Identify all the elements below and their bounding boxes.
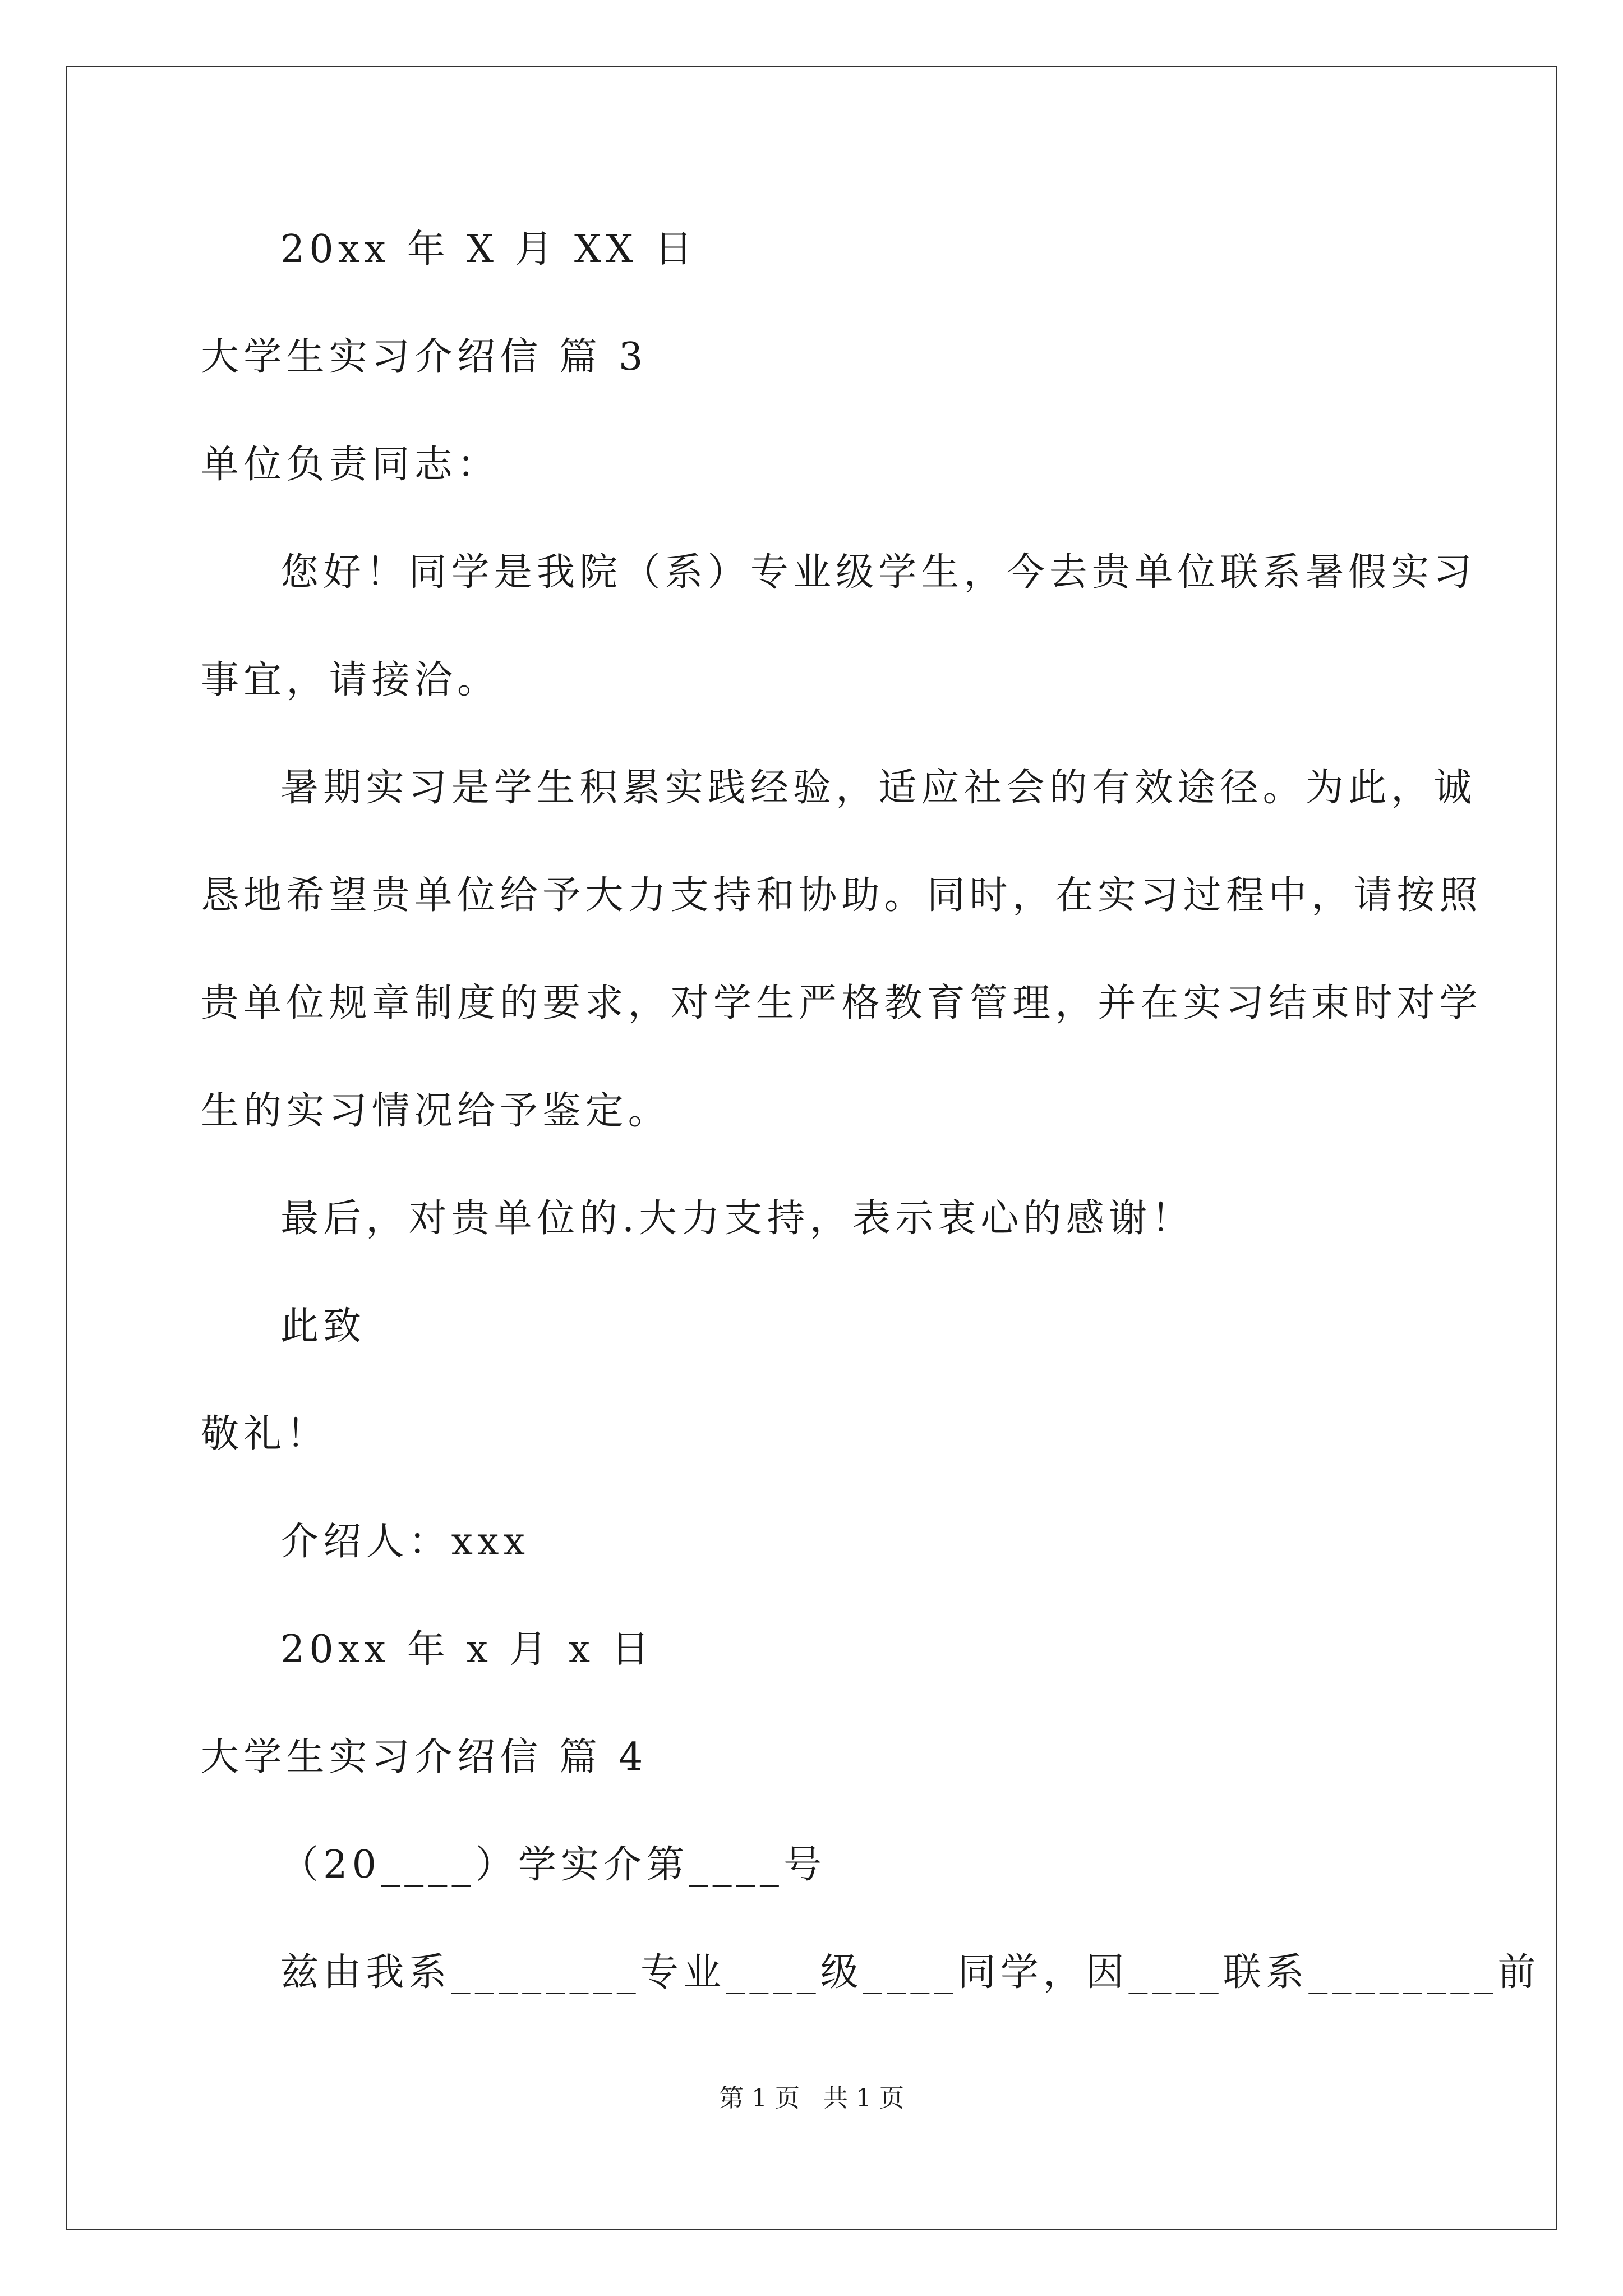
paragraph-line: 恳地希望贵单位给予大力支持和协助。同时，在实习过程中，请按照 (201, 873, 1482, 918)
section-heading: 大学生实习介绍信 篇 3 (201, 335, 648, 379)
salutation: 单位负责同志： (201, 443, 500, 487)
paragraph-line: 生的实习情况给予鉴定。 (201, 1089, 671, 1133)
paragraph-line: 事宜，请接洽。 (201, 658, 500, 702)
page-footer: 第 1 页 共 1 页 (719, 2084, 904, 2113)
closing-line: 此致 (280, 1304, 366, 1349)
page-frame (66, 66, 1557, 2230)
paragraph-line: 兹由我系________专业____级____同学，因____联系________前 (280, 1950, 1541, 1995)
closing-salute: 敬礼！ (201, 1412, 329, 1456)
paragraph-line: 最后，对贵单位的.大力支持，表示衷心的感谢！ (280, 1197, 1195, 1241)
section-heading: 大学生实习介绍信 篇 4 (201, 1735, 648, 1779)
date-line: 20xx 年 x 月 x 日 (280, 1627, 654, 1672)
paragraph-line: 贵单位规章制度的要求，对学生严格教育管理，并在实习结束时对学 (201, 981, 1482, 1025)
reference-number: （20____）学实介第____号 (280, 1843, 827, 1887)
signature-line: 介绍人：xxx (280, 1520, 530, 1564)
date-line: 20xx 年 X 月 XX 日 (280, 227, 697, 272)
paragraph-line: 您好！同学是我院（系）专业级学生，今去贵单位联系暑假实习 (280, 550, 1477, 595)
paragraph-line: 暑期实习是学生积累实践经验，适应社会的有效途径。为此，诚 (280, 766, 1477, 810)
